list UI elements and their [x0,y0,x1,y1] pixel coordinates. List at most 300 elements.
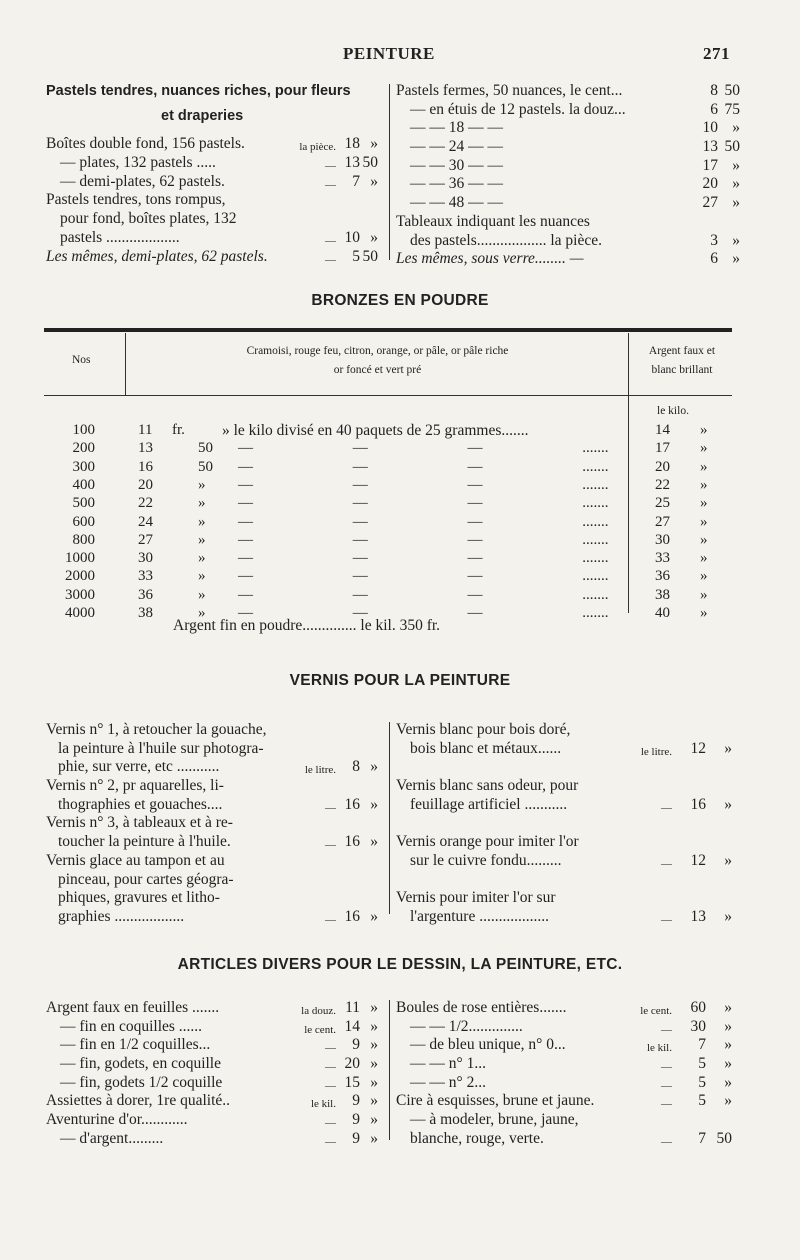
price: 9 [352,1036,360,1054]
list-item [46,1111,386,1130]
price: 18 [344,135,360,153]
item-text: l'argenture .................. [410,907,549,925]
price: 15 [344,1073,360,1091]
list-item [46,154,386,173]
price-cents: » [724,1092,732,1110]
item-text: Pastels tendres, tons rompus, [46,191,226,209]
item-text: des pastels.................. la pièce. [410,231,602,249]
item-text: Vernis n° 2, pr aquarelles, li- [46,777,224,795]
price-cents: » [370,1036,378,1054]
list-item [46,1130,386,1149]
list-item [396,138,746,157]
price: 13 [344,154,360,172]
bronzes-col-colors: Cramoisi, rouge feu, citron, orange, or pâle, or pâle riche [246,345,509,357]
articles-right-column [396,999,746,1149]
silver-price: 25 [655,495,670,512]
silver-price: 17 [655,440,670,457]
price: 13 [690,907,706,925]
bronze-price: 13 [138,440,153,457]
list-item [46,852,386,871]
item-text: Vernis orange pour imiter l'or [396,833,579,851]
list-item [46,796,386,815]
pastels-heading-2: et draperies [161,107,244,124]
price: 6 [710,100,718,118]
silver-price: 27 [655,513,670,530]
list-item [396,119,746,138]
price: 7 [352,172,360,190]
silver-price: 20 [655,458,670,475]
item-text: Aventurine d'or............ [46,1111,188,1129]
list-item [396,1111,746,1130]
item-text: Vernis glace au tampon et au [46,851,225,869]
item-text: feuillage artificiel ........... [410,795,568,813]
unit-label: le cent. [304,1023,336,1036]
silver-price: 33 [655,550,670,567]
price: 9 [352,1129,360,1147]
vernis-right-column [396,721,746,927]
item-text: Vernis n° 3, à tableaux et à re- [46,814,233,832]
vernis-title: VERNIS POUR LA PEINTURE [289,672,511,689]
list-item [396,250,746,269]
item-text: — demi-plates, 62 pastels. [60,172,225,190]
bronze-price: 36 [138,586,153,603]
bronze-ditto: — — — ....... [238,440,609,457]
price-cents: » [724,999,732,1016]
price-cents: » [724,907,732,925]
bronze-price-cents: » [198,513,206,530]
list-item [46,1018,386,1037]
bronze-ditto: — — — ....... [238,513,609,530]
list-item [46,740,386,759]
list-item [396,833,746,852]
price-cents: » [370,1092,378,1110]
price-cents: » [732,119,740,137]
item-text: — — 18 — — [410,119,503,137]
bronze-price: 11 [138,422,153,438]
unit-label: le litre. [640,745,672,758]
price: 5 [352,247,360,265]
price-cents: » [370,1055,378,1073]
bronzes-col-silver: Argent faux et [648,345,716,357]
price: 10 [344,228,360,246]
price: 16 [344,795,360,813]
price: 3 [710,231,718,249]
list-item [396,1074,746,1093]
price-cents: 75 [724,100,740,118]
unit-label: le cent. [640,1005,672,1017]
item-text: la peinture à l'huile sur photogra- [58,739,264,757]
item-text: Vernis pour imiter l'or sur [396,889,556,907]
silver-price-cents: » [700,458,708,475]
price-cents: » [724,1073,732,1091]
unit-label: — [661,913,672,926]
table-top-rule [44,328,732,332]
bronze-number: 1000 [65,550,95,567]
list-item [46,210,386,229]
price-cents: » [370,1073,378,1091]
price: 12 [690,739,706,757]
item-text: Assiettes à dorer, 1re qualité.. [46,1092,231,1110]
silver-price-cents: » [700,568,708,585]
articles-left-column [46,999,386,1149]
item-text: Les mêmes, sous verre........ — [396,250,584,268]
price: 30 [690,1017,706,1035]
item-text: — — 36 — — [410,175,503,193]
silver-price-cents: » [700,513,708,530]
price: 5 [698,1073,706,1091]
item-text: pinceau, pour cartes géogra- [58,870,234,888]
unit-label: — [661,1098,672,1111]
price: 6 [710,250,718,268]
price-cents: » [724,795,732,813]
silver-price: 30 [655,531,670,548]
price-cents: 50 [362,154,378,172]
list-item [396,796,746,815]
price-cents: » [724,739,732,757]
silver-price: 36 [655,568,670,585]
unit-label: — [325,160,336,173]
bronze-price: 20 [138,476,153,493]
price: 9 [352,1111,360,1129]
price-cents: » [732,175,740,193]
item-text: — — n° 1... [410,1055,486,1073]
column-divider [389,84,390,260]
bronze-number: 3000 [65,586,95,603]
unit-label: — [325,1061,336,1074]
list-item [396,1130,746,1149]
price: 27 [702,194,718,212]
bronze-ditto: — — — ....... [238,550,609,567]
vernis-divider [389,722,390,914]
price-cents: » [370,135,378,153]
item-text: sur le cuivre fondu......... [410,851,562,869]
price: 10 [702,119,718,137]
unit-label: — [325,1135,336,1148]
bronze-ditto: — — — ....... [238,568,609,585]
list-item [396,889,746,908]
price-cents: 50 [724,138,740,156]
item-text: Vernis blanc pour bois doré, [396,721,571,738]
pastels-right-column [396,82,746,269]
bronze-price: 16 [138,458,153,475]
list-item [396,777,746,796]
item-text: bois blanc et métaux...... [410,739,562,757]
item-text: — d'argent......... [60,1129,164,1147]
unit-label: — [661,801,672,814]
item-text: phie, sur verre, etc ........... [58,758,220,776]
bronze-number: 300 [72,458,95,475]
bronze-description: » le kilo divisé en 40 paquets de 25 grammes....... [222,422,529,439]
price: 7 [698,1129,706,1147]
list-item [46,1036,386,1055]
item-text: Boules de rose entières....... [396,999,567,1016]
price: 14 [344,1017,360,1035]
list-item [46,721,386,740]
list-item [396,1092,746,1111]
bronze-price-cents: » [198,550,206,567]
unit-label: — [661,857,672,870]
price-cents: » [370,833,378,851]
price-cents: 50 [362,247,378,265]
pastels-left-column [46,82,386,266]
item-text: Boîtes double fond, 156 pastels. [46,135,245,153]
bronze-ditto: — — — ....... [238,605,609,621]
unit-label: — [325,1079,336,1092]
bronzes-col-no: Nos [72,354,91,366]
silver-price-cents: » [700,476,708,493]
price-cents: » [370,907,378,925]
bronze-number: 400 [72,476,95,493]
list-item [46,1092,386,1111]
item-text: Cire à esquisses, brune et jaune. [396,1092,595,1110]
unit-label: — [325,234,336,247]
unit-label: — [661,1061,672,1074]
silver-price: 22 [655,476,670,493]
unit-label: le kil. [646,1042,672,1055]
unit-label: — [325,801,336,814]
bronze-number: 100 [72,422,95,438]
price-cents: » [370,1017,378,1035]
table-col-divider-1 [125,333,126,395]
silver-price-cents: » [700,531,708,548]
silver-price-cents: » [700,495,708,512]
price: 13 [702,138,718,156]
list-item [46,1074,386,1093]
price-cents: 50 [724,82,740,99]
list-item [46,871,386,890]
unit-label: la douz. [301,1005,336,1017]
price-cents: » [724,851,732,869]
unit-label: le kil. [310,1098,336,1111]
list-item [396,213,746,232]
list-item [46,135,386,154]
price-cents: » [370,999,378,1016]
bronzes-col-silver-2: blanc brillant [651,364,713,376]
list-item [46,1055,386,1074]
page-title: PEINTURE [343,44,435,63]
item-text: — fin, godets, en coquille [60,1055,221,1073]
unit-label: la pièce. [299,141,336,154]
bronze-price-cents: » [198,476,206,493]
price: 11 [345,999,360,1016]
list-item [396,175,746,194]
unit-label: — [325,1117,336,1130]
price: 9 [352,1092,360,1110]
list-item [46,777,386,796]
item-text: pastels ................... [60,228,180,246]
item-text: — en étuis de 12 pastels. la douz... [410,100,626,118]
list-item [396,999,746,1018]
list-item [46,889,386,908]
list-item [396,852,746,871]
price: 20 [344,1055,360,1073]
item-text: — plates, 132 pastels ..... [60,154,216,172]
list-item [46,758,386,777]
list-item [396,157,746,176]
item-text: blanche, rouge, verte. [410,1129,544,1147]
list-item [396,232,746,251]
price: 8 [710,82,718,99]
list-item [46,908,386,927]
vernis-left-column [46,721,386,927]
list-item [46,191,386,210]
bronze-ditto: — — — ....... [238,458,609,475]
unit-label: — [325,1042,336,1055]
item-text: graphies .................. [58,907,185,925]
price: 7 [698,1036,706,1054]
bronze-ditto: — — — ....... [238,495,609,512]
price: 16 [690,795,706,813]
pastels-heading: Pastels tendres, nuances riches, pour fleurs [46,83,351,99]
item-text: thographies et gouaches.... [58,795,223,813]
item-text: — fin en coquilles ...... [60,1017,203,1035]
item-text: phiques, gravures et litho- [58,889,220,907]
bronze-price-cents: » [198,495,206,512]
item-text: — — 30 — — [410,156,503,174]
bronze-price-cents: » [198,586,206,603]
silver-price-cents: » [700,586,708,603]
list-item [396,814,746,833]
list-item [396,194,746,213]
list-item [46,814,386,833]
list-item [396,758,746,777]
bronze-number: 600 [72,513,95,530]
silver-price: 38 [655,586,670,603]
list-item [396,101,746,120]
unit-label: le litre. [304,764,336,777]
silver-price: 40 [655,605,670,621]
price-cents: » [370,172,378,190]
price-cents: » [732,250,740,268]
bronzes-col-colors-2: or foncé et vert pré [333,364,422,376]
list-item [396,1036,746,1055]
bronze-price-cents: fr. [172,422,185,438]
item-text: — à modeler, brune, jaune, [410,1111,579,1129]
unit-label: — [661,1023,672,1036]
price-cents: » [732,194,740,212]
bronze-ditto: — — — ....... [238,586,609,603]
bronze-price: 38 [138,605,153,621]
price-cents: » [370,758,378,776]
item-text: toucher la peinture à l'huile. [58,833,231,851]
item-text: pour fond, boîtes plates, 132 [60,210,237,228]
list-item [396,908,746,927]
price-cents: » [724,1055,732,1073]
bronzes-title: BRONZES EN POUDRE [311,292,489,309]
price-cents: » [732,231,740,249]
list-item [46,173,386,192]
list-item [396,1055,746,1074]
silver-price-cents: » [700,440,708,457]
unit-label: — [661,1079,672,1092]
item-text: — — 24 — — [410,138,503,156]
price: 17 [702,156,718,174]
bronze-price-cents: » [198,605,206,621]
price-cents: 50 [716,1129,732,1147]
price: 16 [344,907,360,925]
silver-price: 14 [655,422,670,438]
price: 8 [352,758,360,776]
list-item [396,721,746,740]
bronze-price: 33 [138,568,153,585]
price-cents: » [724,1036,732,1054]
articles-title: ARTICLES DIVERS POUR LE DESSIN, LA PEINTURE, ETC. [177,956,623,973]
silver-price-cents: » [700,422,708,438]
price: 20 [702,175,718,193]
bronze-number: 500 [72,495,95,512]
price-cents: » [370,795,378,813]
silver-price-cents: » [700,605,708,621]
price: 5 [698,1092,706,1110]
bronze-ditto: — — — ....... [238,476,609,493]
bronze-number: 200 [72,440,95,457]
price: 16 [344,833,360,851]
list-item [396,871,746,890]
price-cents: » [370,1129,378,1147]
bronze-price-cents: 50 [198,458,213,475]
list-item [396,82,746,101]
bronze-price: 24 [138,513,153,530]
unit-label: — [325,178,336,191]
item-text: — fin en 1/2 coquilles... [60,1036,211,1054]
silver-price-cents: » [700,550,708,567]
list-item [46,833,386,852]
bronze-price: 30 [138,550,153,567]
list-item [396,740,746,759]
item-text: Pastels fermes, 50 nuances, le cent... [396,82,623,99]
unit-label: — [325,253,336,266]
item-text: — — 48 — — [410,194,503,212]
bronze-number: 800 [72,531,95,548]
item-text: — — 1/2.............. [410,1017,523,1035]
bronze-price: 27 [138,531,153,548]
item-text: Tableaux indiquant les nuances [396,212,590,230]
item-text: — de bleu unique, n° 0... [410,1036,566,1054]
bronze-ditto: — — — ....... [238,531,609,548]
list-item [46,999,386,1018]
price-cents: » [370,1111,378,1129]
item-text: Les mêmes, demi-plates, 62 pastels. [46,247,268,265]
table-col-divider-2 [628,333,629,613]
bronze-price-cents: » [198,531,206,548]
bronze-number: 2000 [65,568,95,585]
list-item [396,1018,746,1037]
bronzes-unit-label: le kilo. [657,405,689,417]
list-item [46,229,386,248]
bronze-price-cents: » [198,568,206,585]
price-cents: » [724,1017,732,1035]
item-text: Argent faux en feuilles ....... [46,999,220,1016]
item-text: — fin, godets 1/2 coquille [60,1073,223,1091]
unit-label: — [325,913,336,926]
item-text: — — n° 2... [410,1073,486,1091]
price-cents: » [370,228,378,246]
articles-divider [389,1000,390,1140]
bronze-number: 4000 [65,605,95,621]
price: 12 [690,851,706,869]
price: 5 [698,1055,706,1073]
price-cents: » [732,156,740,174]
price: 60 [690,999,706,1016]
bronze-price: 22 [138,495,153,512]
bronze-price-cents: 50 [198,440,213,457]
page-number: 271 [703,44,730,63]
item-text: Vernis blanc sans odeur, pour [396,777,579,795]
bronzes-footer: Argent fin en poudre.............. le kil. 350 fr. [173,617,441,634]
item-text: Vernis n° 1, à retoucher la gouache, [46,721,267,738]
list-item [46,248,386,267]
unit-label: — [325,839,336,852]
